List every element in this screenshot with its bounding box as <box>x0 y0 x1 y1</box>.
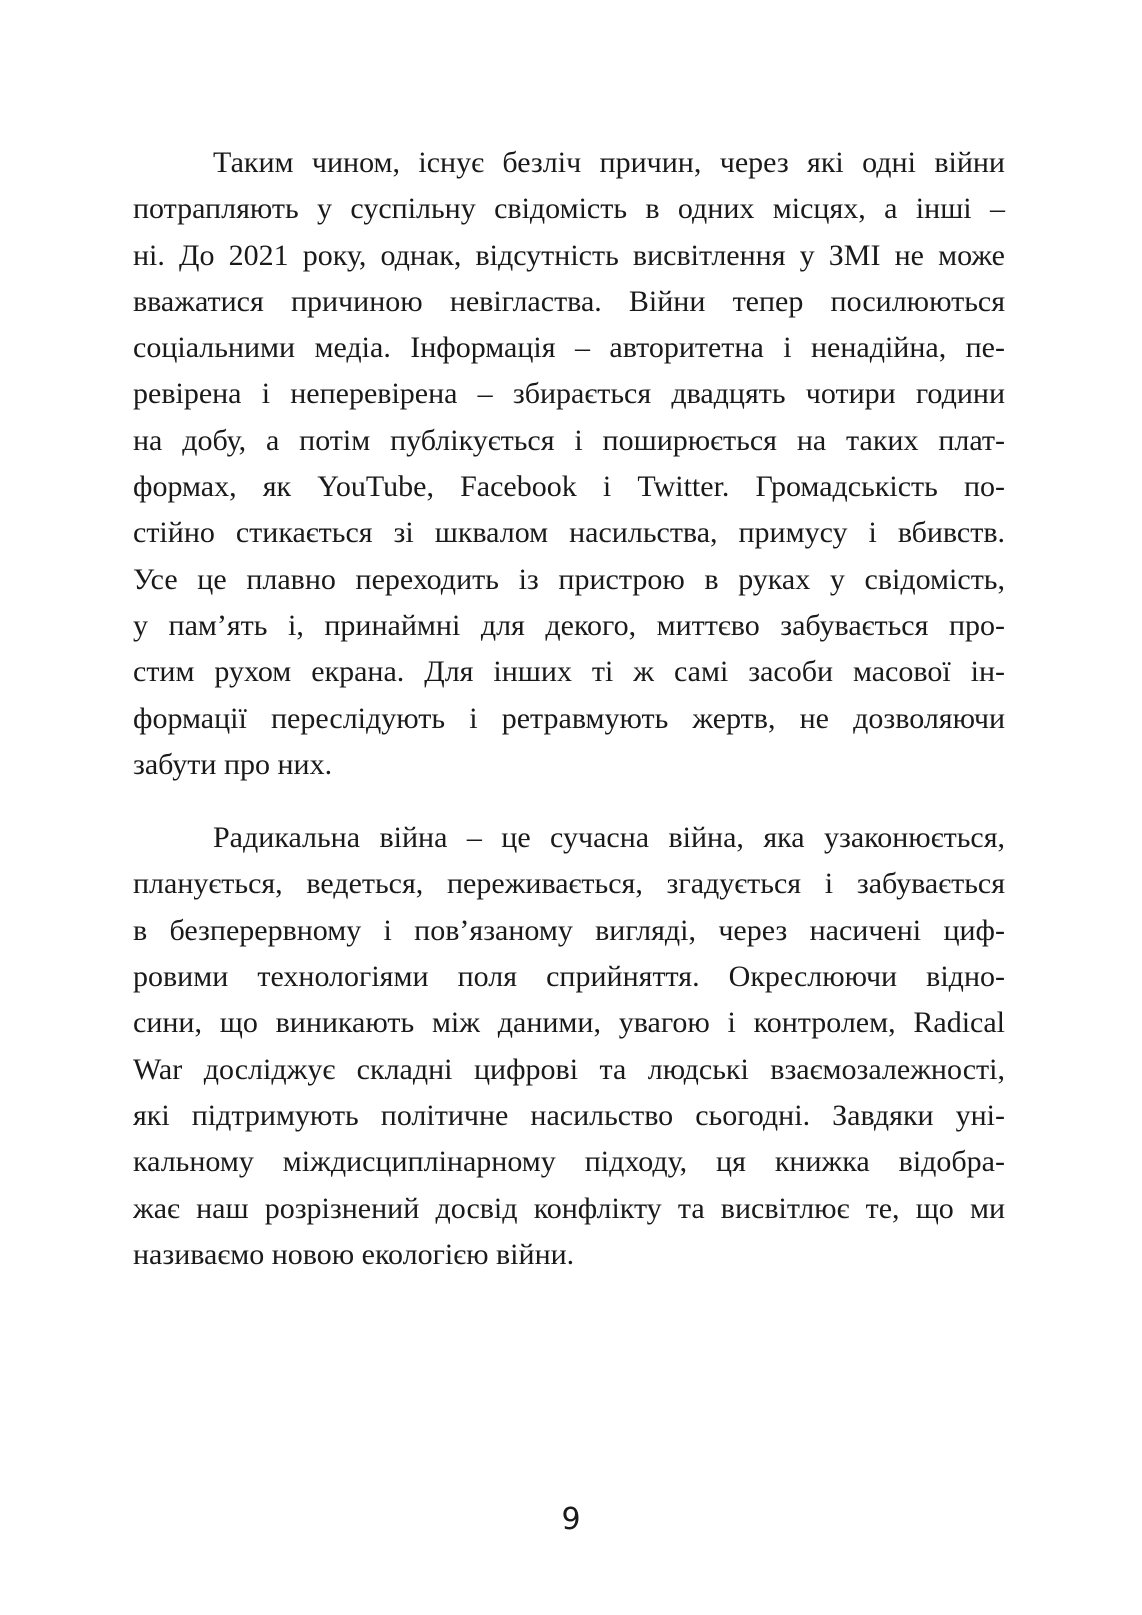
paragraph-line: сини, що виникають між даними, увагою і контролем, Radical <box>133 1006 1005 1040</box>
paragraph-line: Радикальна війна – це сучасна війна, яка узаконюється, <box>213 821 1005 855</box>
paragraph-line: ревірена і неперевірена – збирається двадцять чотири години <box>133 377 1005 411</box>
paragraph-line: жає наш розрізнений досвід конфлікту та висвітлює те, що ми <box>133 1191 1005 1225</box>
paragraph-line: формах, як YouTube, Facebook і Twitter. Громадськість по- <box>133 470 1005 504</box>
paragraph-line: соціальними медіа. Інформація – авторитетна і ненадійна, пе- <box>133 331 1005 365</box>
paragraph-line: War досліджує складні цифрові та людські взаємозалежності, <box>133 1052 1005 1086</box>
paragraph-line: ні. До 2021 року, однак, відсутність висвітлення у ЗМІ не може <box>133 238 1005 272</box>
paragraph-line: вважатися причиною невігластва. Війни тепер посилюються <box>133 284 1005 318</box>
paragraph-line: на добу, а потім публікується і поширюється на таких плат- <box>133 423 1005 457</box>
paragraph-gap <box>133 788 1005 815</box>
paragraph-line: стим рухом екрана. Для інших ті ж самі засоби масової ін- <box>133 655 1005 689</box>
paragraph-1 <box>133 140 1005 788</box>
paragraph-line: планується, ведеться, переживається, згадується і забувається <box>133 867 1005 901</box>
paragraph-line: кальному міждисциплінарному підходу, ця книжка відобра- <box>133 1145 1005 1179</box>
paragraph-line: у пам’ять і, принаймні для декого, миттєво забувається про- <box>133 608 1005 642</box>
paragraph-line: в безперервному і пов’язаному вигляді, через насичені циф- <box>133 913 1005 947</box>
paragraph-line: які підтримують політичне насильство сьогодні. Завдяки уні- <box>133 1098 1005 1132</box>
paragraph-line: ровими технологіями поля сприйняття. Окреслюючи відно- <box>133 960 1005 994</box>
page-number: 9 <box>561 1502 581 1537</box>
paragraph-2 <box>133 815 1005 1278</box>
paragraph-line: потрапляють у суспільну свідомість в одних місцях, а інші – <box>133 192 1005 226</box>
paragraph-line: стійно стикається зі шквалом насильства, примусу і вбивств. <box>133 516 1005 550</box>
paragraph-line: формації переслідують і ретравмують жертв, не дозволяючи <box>133 701 1005 735</box>
paragraph-line: забути про них. <box>133 747 333 781</box>
paragraph-line: Усе це плавно переходить із пристрою в руках у свідомість, <box>133 562 1005 596</box>
body-text <box>133 140 1005 1278</box>
paragraph-line: називаємо новою екологією війни. <box>133 1237 575 1271</box>
paragraph-line: Таким чином, існує безліч причин, через які одні війни <box>213 146 1005 179</box>
